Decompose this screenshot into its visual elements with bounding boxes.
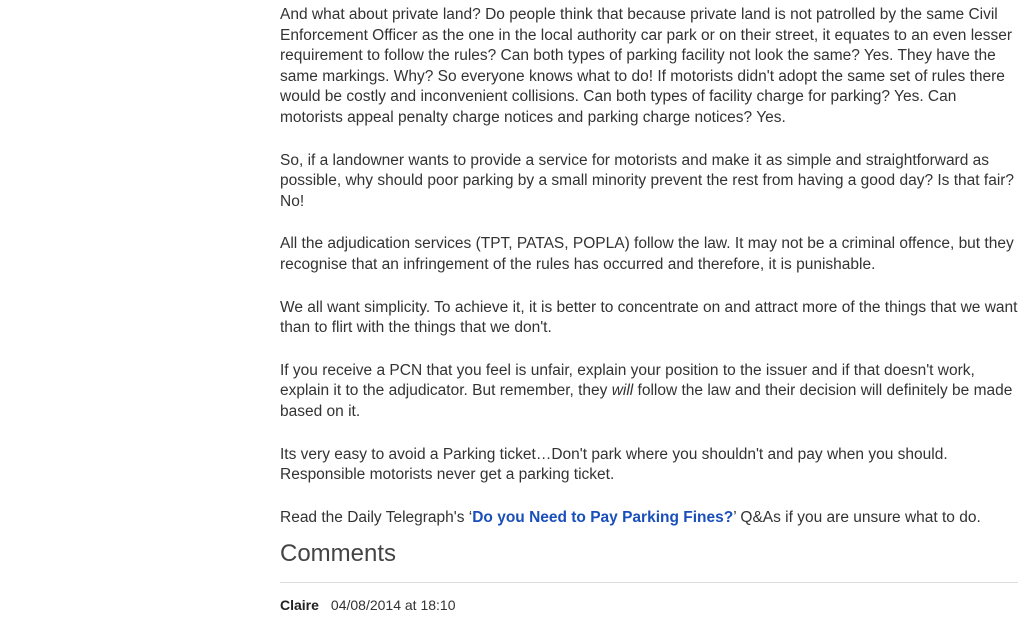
pcn-emphasis-will: will	[611, 382, 634, 400]
read-text-before: Read the Daily Telegraph's ‘	[280, 508, 473, 526]
comments-heading: Comments	[280, 540, 1018, 583]
paragraph-pcn-advice	[280, 361, 1018, 423]
pcn-text-after: follow the law and their decision will definitely be made based on it.	[280, 382, 1013, 420]
read-text-after: ’ Q&As if you are unsure what to do.	[733, 508, 981, 526]
comments-section	[280, 540, 1018, 613]
telegraph-parking-fines-link[interactable]: Do you Need to Pay Parking Fines?	[472, 508, 734, 526]
paragraph-private-land: And what about private land? Do people think that because private land is not patrolled by the same Civil Enforcement Officer as the one in the local authority car park or on their street, it equates to an even lesser requirement to follow the rules? Can both types of parking facility not look the same? Yes. They have the same markings. Why? So everyone knows what to do! If motorists didn't adopt the same set of rules there would be costly and inconvenient collisions. Can both types of facility charge for parking? Yes. Can motorists appeal penalty charge notices and parking charge notices? Yes.	[280, 6, 1013, 126]
paragraph-simplicity: We all want simplicity. To achieve it, it is better to concentrate on and attract more of the things that we want than to flirt with the things that we don't.	[280, 298, 1018, 337]
paragraph-adjudication-services: All the adjudication services (TPT, PATAS, POPLA) follow the law. It may not be a criminal offence, but they recognise that an infringement of the rules has occurred and therefore, it is punishable.	[280, 235, 1014, 273]
paragraph-read-telegraph	[280, 508, 1018, 529]
paragraph-landowner-service: So, if a landowner wants to provide a service for motorists and make it as simple and straightforward as possible, why should poor parking by a small minority prevent the rest from having a good day? Is that fair? No!	[280, 151, 1015, 210]
article-body	[280, 0, 1018, 550]
comment-item	[280, 583, 1018, 613]
comment-author: Claire	[280, 597, 319, 613]
comment-date: 04/08/2014 at 18:10	[330, 597, 456, 613]
pcn-text-before: If you receive a PCN that you feel is unfair, explain your position to the issuer and if that doesn't work, explain it to the adjudicator. But remember, they	[280, 361, 975, 400]
paragraph-avoid-ticket: Its very easy to avoid a Parking ticket…Don't park where you shouldn't and pay when you should. Responsible motorists never get a parking ticket.	[280, 445, 948, 484]
